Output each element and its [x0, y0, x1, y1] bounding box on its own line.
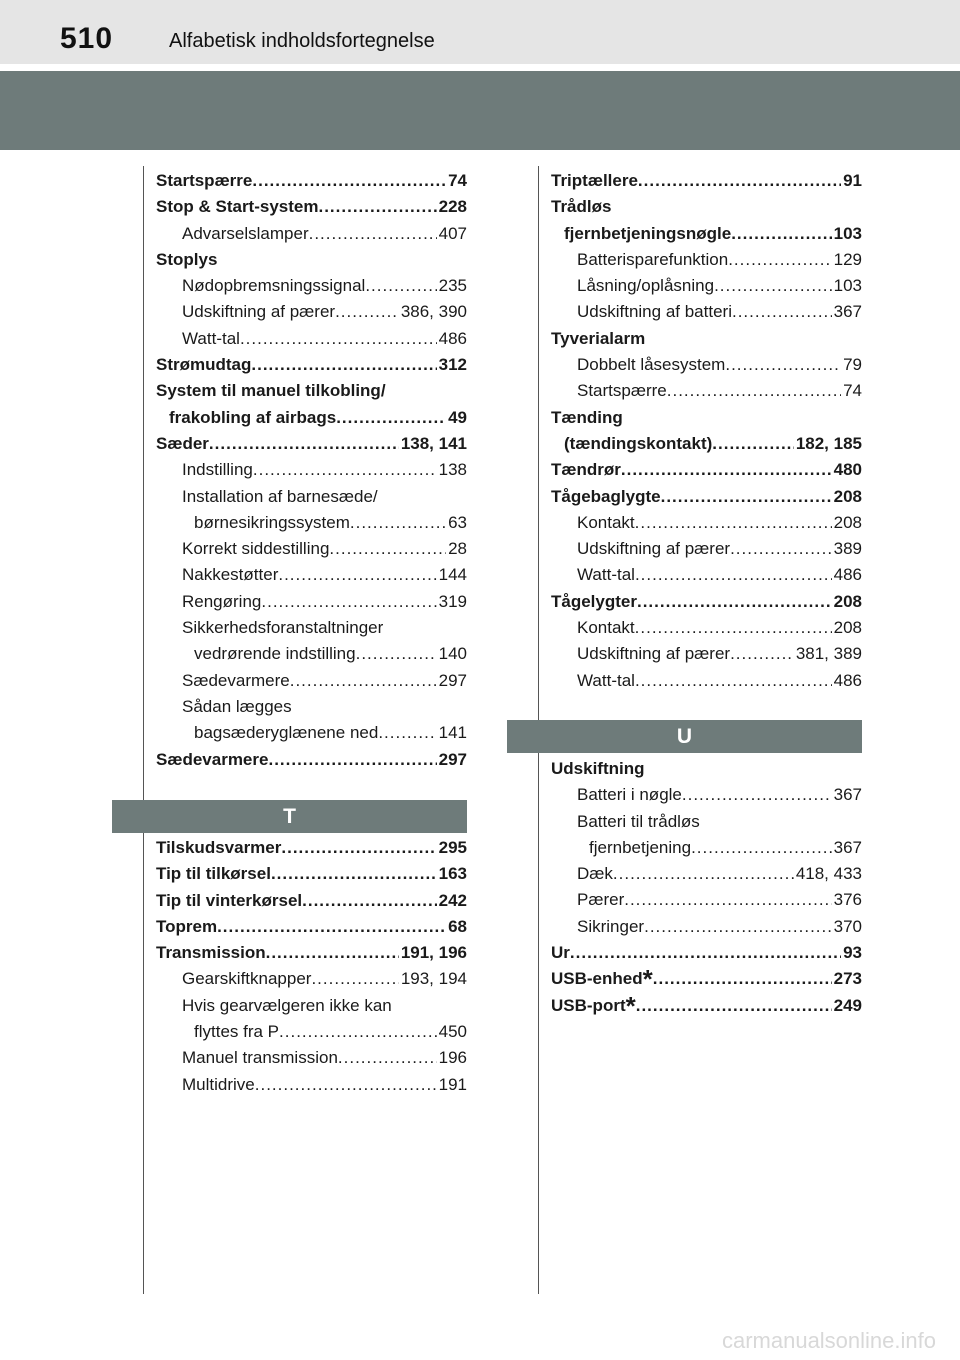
index-entry-term: Dobbelt låsesystem: [577, 355, 726, 375]
index-entry: [156, 835, 467, 861]
dot-leader: [338, 1045, 437, 1071]
dot-leader: [728, 247, 831, 273]
index-entry-page: 297: [438, 670, 467, 690]
dot-leader: [302, 888, 437, 914]
index-entry: [156, 247, 467, 273]
index-entry-page: 297: [438, 749, 467, 769]
index-entry-page: 141: [438, 723, 467, 743]
index-entry-page: 228: [438, 197, 467, 217]
index-entry-page: 208: [833, 486, 862, 506]
index-entry-term: Tilskudsvarmer: [156, 838, 282, 857]
index-entry-page: 367: [833, 302, 862, 322]
dot-leader: [613, 861, 794, 887]
index-column-left-t: [156, 835, 467, 1098]
dot-leader: [661, 484, 832, 510]
index-entry: [156, 993, 467, 1019]
index-entry-term: Stop & Start-system: [156, 197, 319, 217]
dot-leader: [378, 720, 436, 746]
index-entry-term: Hvis gearvælgeren ikke kan: [182, 995, 392, 1015]
index-entry-page: 103: [833, 223, 862, 243]
index-entry: [551, 756, 862, 782]
index-entry-term: Sikringer: [577, 916, 645, 936]
index-entry: [156, 299, 467, 325]
index-entry: [551, 510, 862, 536]
index-entry-page: 208: [833, 512, 862, 532]
index-entry-page: 163: [438, 864, 467, 884]
index-entry-page: 376: [833, 890, 862, 910]
dot-leader: [624, 887, 831, 913]
dot-leader: [279, 1019, 437, 1045]
index-entry-page: 74: [448, 171, 467, 190]
dot-leader: [365, 273, 436, 299]
dot-leader: [290, 668, 437, 694]
index-entry: [551, 887, 862, 913]
index-entry-page: 486: [833, 565, 862, 585]
index-entry-term: Indstilling: [182, 460, 253, 480]
section-header-u: U: [507, 720, 862, 753]
index-entry-page: 49: [448, 407, 467, 427]
index-entry-term: System til manuel tilkobling/: [156, 381, 386, 401]
dot-leader: [350, 510, 446, 536]
index-entry: [551, 536, 862, 562]
dot-leader: [335, 299, 399, 325]
index-entry: [156, 1045, 467, 1071]
index-entry-page: 68: [448, 916, 467, 936]
index-entry-term: flyttes fra P: [194, 1022, 280, 1042]
index-entry: [551, 326, 862, 352]
dot-leader: [621, 457, 832, 483]
index-entry: [551, 352, 862, 378]
dot-leader: [281, 835, 436, 861]
index-entry-page: 295: [438, 838, 467, 857]
index-entry-term: Stoplys: [156, 249, 218, 269]
index-entry: [156, 405, 467, 431]
index-entry: [156, 861, 467, 887]
index-entry-term: Strømudtag: [156, 355, 252, 375]
index-entry-term: Batteri i nøgle: [577, 785, 682, 805]
index-entry-page: 193, 194: [400, 969, 467, 989]
index-entry: [551, 562, 862, 588]
index-entry-term: vedrørende indstilling: [194, 644, 356, 664]
page-title: Alfabetisk indholdsfortegnelse: [169, 30, 435, 52]
index-entry: [156, 914, 467, 940]
index-entry-term: Sådan lægges: [182, 696, 292, 716]
dot-leader: [731, 221, 831, 247]
dot-leader: [261, 589, 436, 615]
index-entry-term: Watt-tal: [182, 328, 240, 348]
index-entry-term: børnesikringssystem: [194, 512, 350, 532]
index-entry: [551, 589, 862, 615]
index-entry-term: Toprem: [156, 916, 218, 936]
index-entry-term: Nakkestøtter: [182, 565, 279, 585]
index-entry-page: 235: [438, 276, 467, 296]
dot-leader: [251, 352, 436, 378]
index-entry-page: 367: [833, 837, 862, 857]
index-entry: USB-enhed * ..... 273: [551, 966, 862, 992]
index-entry: [156, 1072, 467, 1098]
dot-leader: [635, 510, 832, 536]
index-entry-page: 74: [843, 381, 862, 401]
index-entry-term: fjernbetjeningsnøgle: [564, 223, 732, 243]
index-entry-page: 486: [438, 328, 467, 348]
index-entry-term: Udskiftning af pærer: [577, 539, 731, 559]
index-entry: [156, 615, 467, 641]
dot-leader: [253, 457, 437, 483]
index-entry-page: 103: [833, 276, 862, 296]
section-header-t: T: [112, 800, 467, 833]
dot-leader: [278, 562, 436, 588]
index-entry-term: Transmission: [156, 943, 266, 963]
index-entry-page: 191, 196: [400, 943, 467, 963]
index-entry: [156, 966, 467, 992]
index-entry: [551, 668, 862, 694]
index-entry-term: Kontakt: [577, 512, 635, 532]
index-entry: [551, 641, 862, 667]
index-entry-page: 191: [438, 1074, 467, 1094]
dot-leader: [209, 431, 399, 457]
dot-leader: [255, 1072, 437, 1098]
index-entry-page: 367: [833, 785, 862, 805]
index-entry-term: Nødopbremsningssignal: [182, 276, 366, 296]
index-entry: [156, 431, 467, 457]
index-entry: [156, 352, 467, 378]
index-entry-term: Sæder: [156, 433, 209, 453]
index-entry-term: Udskiftning af pærer: [577, 644, 731, 664]
index-entry-term: Korrekt siddestilling: [182, 539, 330, 559]
index-entry: [551, 940, 862, 966]
index-entry: [156, 1019, 467, 1045]
index-entry-page: 418, 433: [795, 864, 862, 884]
dot-leader: [240, 326, 437, 352]
dot-leader: [644, 914, 832, 940]
index-entry: [156, 457, 467, 483]
dot-leader: [732, 299, 832, 325]
index-entry-page: 129: [833, 249, 862, 269]
index-entry-term: Multidrive: [182, 1074, 255, 1094]
dot-leader: [712, 431, 794, 457]
index-entry-term: Tip til vinterkørsel: [156, 890, 303, 910]
index-entry-term: Tyverialarm: [551, 328, 646, 348]
index-entry: [551, 405, 862, 431]
dot-leader: [714, 273, 832, 299]
index-entry-term: Tågebaglygte: [551, 486, 661, 506]
index-entry: [551, 299, 862, 325]
index-entry: [551, 194, 862, 220]
index-entry: [156, 668, 467, 694]
index-entry: [551, 914, 862, 940]
index-entry-term: USB-enhed: [551, 969, 643, 989]
index-entry: [156, 273, 467, 299]
index-entry-term: Udskiftning af pærer: [182, 302, 336, 322]
dot-leader: [730, 641, 794, 667]
index-entry: [156, 641, 467, 667]
dot-leader: [638, 168, 841, 194]
index-entry-term: Dæk: [577, 864, 613, 884]
index-entry: [551, 247, 862, 273]
index-entry: [156, 510, 467, 536]
index-entry-page: 79: [843, 355, 862, 375]
index-entry-term: Kontakt: [577, 618, 635, 638]
dot-leader: [635, 562, 832, 588]
index-entry-term: Rengøring: [182, 591, 262, 611]
index-entry: [156, 221, 467, 247]
index-entry-term: Startspærre: [577, 381, 667, 401]
index-entry-page: 386, 390: [400, 302, 467, 322]
index-entry-term: fjernbetjening: [589, 837, 692, 857]
index-entry-term: Batterisparefunktion: [577, 249, 729, 269]
header-banner: [0, 71, 960, 150]
index-entry: [156, 326, 467, 352]
index-entry-page: 389: [833, 539, 862, 559]
index-entry-page: 319: [438, 591, 467, 611]
dot-leader: [311, 966, 398, 992]
index-entry: [551, 809, 862, 835]
dot-leader: [318, 194, 436, 220]
index-entry-term: Ur: [551, 943, 570, 963]
index-entry: [551, 484, 862, 510]
index-entry-term: Installation af barnesæde/: [182, 486, 378, 506]
dot-leader: [730, 536, 832, 562]
index-entry-page: 63: [448, 512, 467, 532]
index-entry-term: Advarselslamper: [182, 223, 309, 243]
index-column-left: [156, 168, 467, 773]
index-entry: [551, 457, 862, 483]
index-entry-page: 93: [843, 943, 862, 963]
index-entry: [551, 168, 862, 194]
index-entry-page: 182, 185: [795, 433, 862, 453]
page-number: 510: [60, 22, 114, 55]
index-entry: [551, 431, 862, 457]
index-entry-term: Watt-tal: [577, 670, 635, 690]
index-entry-page: 249: [833, 995, 862, 1015]
index-entry-page: 208: [833, 591, 862, 611]
index-entry: [551, 615, 862, 641]
index-entry: [551, 273, 862, 299]
index-entry: [551, 835, 862, 861]
index-entry-term: Watt-tal: [577, 565, 635, 585]
index-entry: [156, 940, 467, 966]
index-entry-page: 144: [438, 565, 467, 585]
dot-leader: [691, 835, 832, 861]
index-entry: [156, 694, 467, 720]
dot-leader: [271, 861, 437, 887]
index-entry-term: Sædevarmere: [156, 749, 269, 769]
index-entry-term: Tændrør: [551, 460, 621, 480]
index-entry: [156, 484, 467, 510]
index-entry-page: 370: [833, 916, 862, 936]
index-entry-term: Trådløs: [551, 197, 612, 217]
index-column-right-u: [551, 756, 862, 1019]
dot-leader: [329, 536, 446, 562]
index-entry-term: Udskiftning: [551, 759, 645, 778]
index-entry-term: frakobling af airbags: [169, 407, 337, 427]
index-entry-term: Låsning/oplåsning: [577, 276, 715, 296]
index-entry-term: Gearskiftknapper: [182, 969, 312, 989]
index-entry-term: Sikkerhedsforanstaltninger: [182, 618, 384, 638]
page-header: [0, 0, 960, 64]
index-entry: [156, 168, 467, 194]
index-entry-term: Batteri til trådløs: [577, 811, 700, 831]
dot-leader: [725, 352, 841, 378]
dot-leader: [637, 589, 832, 615]
index-entry: [156, 589, 467, 615]
index-entry: [156, 378, 467, 404]
index-entry: [156, 536, 467, 562]
index-entry-term: Triptællere: [551, 171, 638, 190]
index-entry: [156, 720, 467, 746]
index-entry-page: 138, 141: [400, 433, 467, 453]
index-entry: [156, 194, 467, 220]
index-entry-page: 196: [438, 1048, 467, 1068]
dot-leader: [570, 940, 841, 966]
dot-leader: [268, 747, 436, 773]
index-entry: [156, 747, 467, 773]
index-entry-term: bagsæderyglænene ned: [194, 723, 379, 743]
index-entry-page: 407: [438, 223, 467, 243]
index-entry-page: 28: [448, 539, 467, 559]
dot-leader: [635, 615, 832, 641]
index-entry-page: 140: [438, 644, 467, 664]
watermark: carmanualsonline.info: [721, 1328, 936, 1353]
index-entry: [551, 782, 862, 808]
index-entry-page: 381, 389: [795, 644, 862, 664]
index-entry-page: 312: [438, 355, 467, 375]
index-entry-page: 91: [843, 171, 862, 190]
dot-leader: [653, 966, 832, 992]
index-entry-page: 486: [833, 670, 862, 690]
index-entry: [551, 221, 862, 247]
index-entry-term: USB-port: [551, 995, 626, 1015]
dot-leader: [667, 378, 841, 404]
index-entry-page: 273: [833, 969, 862, 989]
index-entry-term: Pærer: [577, 890, 625, 910]
index-entry: USB-port * ..... 249: [551, 993, 862, 1019]
index-entry-page: 242: [438, 890, 467, 910]
dot-leader: [252, 168, 446, 194]
index-entry-page: 480: [833, 460, 862, 480]
index-entry-term: (tændingskontakt): [564, 433, 713, 453]
index-entry-term: Tip til tilkørsel: [156, 864, 271, 884]
index-entry-page: 208: [833, 618, 862, 638]
index-column-right: [551, 168, 862, 694]
index-entry-term: Tænding: [551, 407, 623, 427]
dot-leader: [266, 940, 399, 966]
index-entry: [551, 378, 862, 404]
index-entry-page: 138: [438, 460, 467, 480]
index-entry: [156, 888, 467, 914]
dot-leader: [309, 221, 437, 247]
dot-leader: [336, 405, 446, 431]
index-entry-term: Manuel transmission: [182, 1048, 338, 1068]
dot-leader: [636, 993, 832, 1019]
dot-leader: [356, 641, 437, 667]
index-entry-term: Udskiftning af batteri: [577, 302, 732, 322]
index-entry-term: Startspærre: [156, 171, 253, 190]
index-entry-term: Sædevarmere: [182, 670, 290, 690]
dot-leader: [635, 668, 832, 694]
index-entry-page: 450: [438, 1022, 467, 1042]
dot-leader: [682, 782, 832, 808]
index-entry: [551, 861, 862, 887]
left-column-rule: [143, 166, 144, 1294]
index-entry-term: Tågelygter: [551, 591, 637, 611]
dot-leader: [217, 914, 446, 940]
index-entry: [156, 562, 467, 588]
